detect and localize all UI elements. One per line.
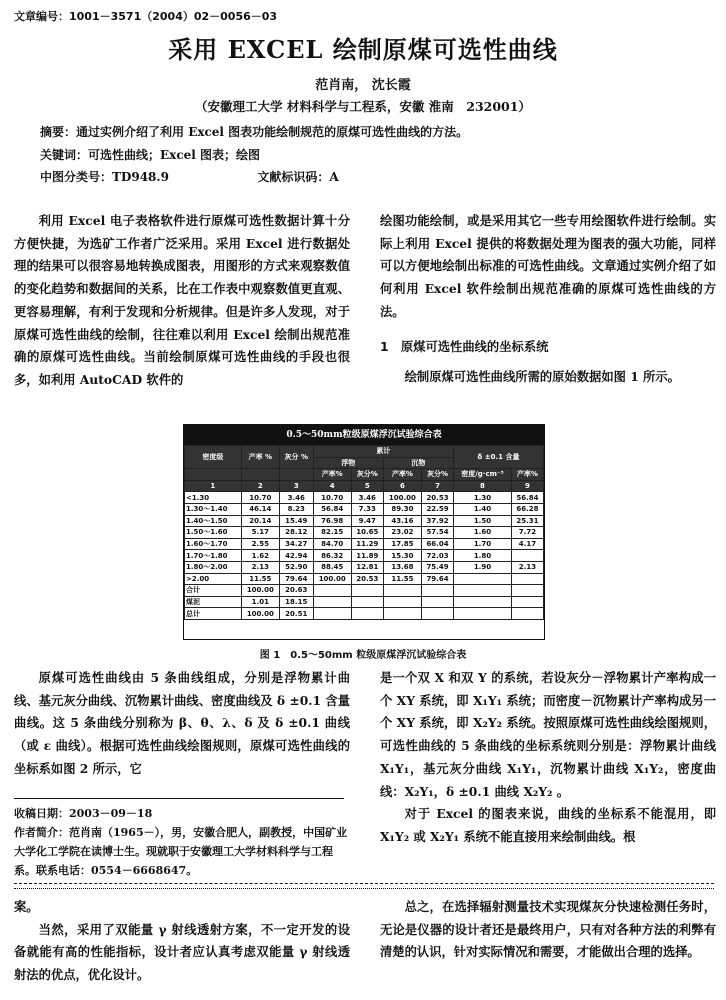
table-cell: 7.33 (351, 503, 383, 515)
keywords-text: 可选性曲线；Excel 图表；绘图 (88, 148, 260, 162)
article-number: 文章编号：1001－3571（2004）02－0056－03 (14, 10, 278, 23)
table-row (185, 492, 544, 504)
table-cell: 1.90 (454, 561, 512, 573)
table-title: 0.5～50mm粒级原煤浮沉试验综合表 (184, 425, 544, 445)
table-cell: 1.80～2.00 (185, 561, 242, 573)
table-cell: 1.40～1.50 (185, 515, 242, 527)
table-cell (313, 596, 351, 608)
table-cell (454, 596, 512, 608)
header-yield: 产率 % (241, 446, 279, 469)
table-cell (511, 608, 543, 620)
col-num: 3 (279, 480, 313, 492)
table-cell: 10.70 (241, 492, 279, 504)
table-cell: 15.30 (383, 550, 421, 562)
authors: 范肖南， 沈长霞 (315, 78, 411, 93)
col-num: 5 (351, 480, 383, 492)
table-row (185, 503, 544, 515)
figure-1-caption: 图 1 0.5～50mm 粒级原煤浮沉试验综合表 (259, 650, 467, 661)
intro-paragraph: 利用 Excel 电子表格软件进行原煤可选性数据计算十分方便快捷，为选矿工作者广泛采用。采用 Excel 进行数据处理的结果可以很容易地转换成图表，用图形的方式来观察数值的变化趋势和数据间的关系，比在工作表中观察数值更直观、更容易理解，有利于发现和分析规律。但是许多人发现，对于原煤可选性曲线的绘制，往往难以利用 Excel 绘制出规范准确的原煤可选性曲线。当前绘制原煤可选性曲线的手段也很多，如利用 AutoCAD 软件的 (14, 213, 350, 387)
table-cell: 56.84 (511, 492, 543, 504)
section-1-title: 1 原煤可选性曲线的坐标系统 (380, 339, 549, 354)
float-sink-table (184, 445, 544, 620)
bottom-left-column (14, 896, 350, 987)
table-cell (313, 608, 351, 620)
table-cell: 1.60～1.70 (185, 538, 242, 550)
table-cell: 10.70 (313, 492, 351, 504)
table-cell (422, 585, 454, 597)
keywords-label: 关键词： (40, 148, 89, 162)
col-num: 9 (511, 480, 543, 492)
table-cell: 89.30 (383, 503, 421, 515)
abstract-text: 通过实例介绍了利用 Excel 图表功能绘制规范的原煤可选性曲线的方法。 (76, 125, 469, 139)
table-cell: 20.63 (279, 585, 313, 597)
abstract-label: 摘要： (40, 125, 77, 139)
table-cell: 79.64 (422, 573, 454, 585)
table-row (185, 608, 544, 620)
col-num: 4 (313, 480, 351, 492)
affiliation: （安徽理工大学 材料科学与工程系，安徽 淮南 232001） (195, 99, 531, 114)
col-num: 1 (185, 480, 242, 492)
table-cell: 2.13 (241, 561, 279, 573)
table-cell: 5.17 (241, 527, 279, 539)
table-cell: 42.94 (279, 550, 313, 562)
curves-paragraph: 原煤可选性曲线由 5 条曲线组成，分别是浮物累计曲线、基元灰分曲线、沉物累计曲线、密度曲线及 δ ±0.1 含量曲线。这 5 条曲线分别称为 β、θ、λ、δ 及 δ ±0.1 曲线（或 ε 曲线）。根据可选性曲线绘图规则，原煤可选性曲线的坐标系如图 2 所示，它 (14, 670, 350, 776)
col-num: 8 (454, 480, 512, 492)
paper-title: 采用 EXCEL 绘制原煤可选性曲线 (168, 35, 558, 64)
table-cell: 合计 (185, 585, 242, 597)
table-row (185, 515, 544, 527)
table-cell: 66.04 (422, 538, 454, 550)
received-date: 收稿日期：2003－09－18 (14, 807, 153, 820)
table-cell (511, 585, 543, 597)
table-cell: 1.30 (454, 492, 512, 504)
table-cell: 52.90 (279, 561, 313, 573)
table-cell: >2.00 (185, 573, 242, 585)
table-cell: 79.64 (279, 573, 313, 585)
author-bio: 作者简介：范肖南（1965－），男，安徽合肥人，副教授，中国矿业大学化工学院在读博士生。现就职于安徽理工大学材料科学与工程系。联系电话：0554－6668647。 (14, 826, 348, 877)
table-cell: 3.46 (351, 492, 383, 504)
table-body (185, 492, 544, 620)
table-cell (454, 585, 512, 597)
table-cell: 煤泥 (185, 596, 242, 608)
section-1-paragraph: 绘制原煤可选性曲线所需的原始数据如图 1 所示。 (404, 369, 680, 385)
table-cell: 1.30～1.40 (185, 503, 242, 515)
table-cell (351, 608, 383, 620)
doc-code-value: A (329, 170, 339, 184)
table-cell: 1.40 (454, 503, 512, 515)
conclusion-paragraph: 总之，在选择辐射测量技术实现煤灰分快速检测任务时，无论是仪器的设计者还是最终用户，只有对各种方法的利弊有清楚的认识，针对实际情况和需要，才能做出合理的选择。 (380, 899, 716, 960)
table-cell (383, 608, 421, 620)
table-cell: 1.50 (454, 515, 512, 527)
subheader-cell: 产率% (511, 469, 543, 481)
table-cell: 22.59 (422, 503, 454, 515)
left-column-intro (14, 210, 350, 392)
table-cell: 12.81 (351, 561, 383, 573)
table-cell: 17.85 (383, 538, 421, 550)
table-cell (454, 608, 512, 620)
table-cell: 18.15 (279, 596, 313, 608)
subheader-blank (279, 469, 313, 481)
table-cell: 46.14 (241, 503, 279, 515)
classification (40, 168, 700, 185)
abstract (40, 123, 468, 140)
table-cell: <1.30 (185, 492, 242, 504)
table-cell: 2.55 (241, 538, 279, 550)
table-cell (422, 596, 454, 608)
table-cell: 56.84 (313, 503, 351, 515)
subheader-blank (241, 469, 279, 481)
table-cell: 8.23 (279, 503, 313, 515)
table-cell: 23.02 (383, 527, 421, 539)
subheader-cell: 灰分% (422, 469, 454, 481)
table-cell: 100.00 (241, 608, 279, 620)
table-row (185, 561, 544, 573)
table-cell: 37.92 (422, 515, 454, 527)
subheader-cell: 产率% (383, 469, 421, 481)
footnote (14, 804, 350, 880)
header-cumulative: 累计 (313, 446, 453, 458)
table-row (185, 538, 544, 550)
table-cell: 总计 (185, 608, 242, 620)
header-float: 浮物 (313, 457, 383, 469)
table-cell: 43.16 (383, 515, 421, 527)
table-cell: 100.00 (383, 492, 421, 504)
right-column-coords (380, 667, 716, 849)
intro-continued: 绘图功能绘制，或是采用其它一些专用绘图软件进行绘制。实际上利用 Excel 提供的将数据处理为图表的强大功能，同样可以方便地绘制出标准的可选性曲线。文章通过实例介绍了如何利用 Excel 软件绘制出规范准确的原煤可选性曲线的方法。 (380, 213, 716, 319)
table-cell: 11.89 (351, 550, 383, 562)
table-cell: 1.62 (241, 550, 279, 562)
table-cell: 88.45 (313, 561, 351, 573)
table-cell (313, 585, 351, 597)
col-num: 2 (241, 480, 279, 492)
table-cell: 75.49 (422, 561, 454, 573)
header-sink: 沉物 (383, 457, 453, 469)
table-row (185, 585, 544, 597)
article-separator-dots (14, 888, 714, 889)
table-cell: 20.14 (241, 515, 279, 527)
table-cell: 66.28 (511, 503, 543, 515)
table-cell: 34.27 (279, 538, 313, 550)
table-row (185, 527, 544, 539)
table-cell (351, 596, 383, 608)
header-density: 密度级 (185, 446, 242, 469)
table-cell: 10.65 (351, 527, 383, 539)
bottom-paragraph: 当然，采用了双能量 γ 射线透射方案，不一定开发的设备就能有高的性能指标，设计者应认真考虑双能量 γ 射线透射法的优点，优化设计。 (14, 921, 350, 983)
table-cell (422, 608, 454, 620)
table-header-row (185, 446, 544, 458)
table-row (185, 550, 544, 562)
coords-paragraph: 是一个双 X 和双 Y 的系统，若设灰分－浮物累计产率构成一个 XY 系统，即 X₁Y₁ 系统；而密度－沉物累计产率构成另一个 XY 系统，即 X₂Y₂ 系统。按照原煤可选性曲线绘图规则，可选性曲线的 5 条曲线的坐标系统则分别是：浮物累计曲线 X₁Y₁，基元灰分曲线 X₁Y₁，沉物累计曲线 X₁Y₂，密度曲线：X₂Y₁，δ ±0.1 曲线 X₂Y₂ 。 (380, 670, 716, 799)
table-cell (511, 550, 543, 562)
table-row (185, 596, 544, 608)
table-cell: 76.98 (313, 515, 351, 527)
table-cell: 100.00 (313, 573, 351, 585)
figure-1-table (183, 424, 545, 640)
table-row (185, 573, 544, 585)
header-ash: 灰分 % (279, 446, 313, 469)
subheader-cell: 密度/g·cm⁻³ (454, 469, 512, 481)
table-cell: 100.00 (241, 585, 279, 597)
classification-label: 中图分类号： (40, 170, 113, 184)
table-cell (383, 596, 421, 608)
excel-paragraph: 对于 Excel 的图表来说，曲线的坐标系不能混用，即 X₁Y₂ 或 X₂Y₁ 系统不能直接用来绘制曲线。根 (380, 806, 716, 844)
table-cell: 25.31 (511, 515, 543, 527)
table-cell: 2.13 (511, 561, 543, 573)
left-column-curves (14, 667, 350, 781)
table-cell: 15.49 (279, 515, 313, 527)
table-cell: 20.51 (279, 608, 313, 620)
table-cell: 1.80 (454, 550, 512, 562)
keywords (40, 146, 260, 163)
header-delta: δ ±0.1 含量 (454, 446, 544, 469)
subheader-cell: 产率% (313, 469, 351, 481)
table-cell: 28.12 (279, 527, 313, 539)
bottom-fragment: 案。 (14, 899, 39, 914)
table-cell: 4.17 (511, 538, 543, 550)
table-cell: 20.53 (422, 492, 454, 504)
table-cell (454, 573, 512, 585)
table-cell: 1.60 (454, 527, 512, 539)
table-cell: 84.70 (313, 538, 351, 550)
table-cell: 20.53 (351, 573, 383, 585)
table-cell: 11.55 (383, 573, 421, 585)
col-num: 7 (422, 480, 454, 492)
table-cell: 72.03 (422, 550, 454, 562)
column-number-row (185, 480, 544, 492)
table-cell: 7.72 (511, 527, 543, 539)
table-cell: 11.29 (351, 538, 383, 550)
table-cell: 13.68 (383, 561, 421, 573)
footnote-rule (14, 798, 344, 799)
table-cell: 11.55 (241, 573, 279, 585)
table-cell (351, 585, 383, 597)
table-cell: 1.01 (241, 596, 279, 608)
col-num: 6 (383, 480, 421, 492)
table-cell: 57.54 (422, 527, 454, 539)
table-cell (511, 596, 543, 608)
table-cell: 86.32 (313, 550, 351, 562)
table-cell: 9.47 (351, 515, 383, 527)
article-separator (14, 883, 714, 884)
table-cell: 1.70～1.80 (185, 550, 242, 562)
table-cell (511, 573, 543, 585)
doc-code-label: 文献标识码： (257, 170, 330, 184)
table-cell: 1.50～1.60 (185, 527, 242, 539)
table-cell (383, 585, 421, 597)
table-cell: 1.70 (454, 538, 512, 550)
subheader-blank (185, 469, 242, 481)
subheader-cell: 灰分% (351, 469, 383, 481)
bottom-right-column (380, 896, 716, 964)
table-subheader-row (185, 469, 544, 481)
classification-value: TD948.9 (112, 170, 169, 184)
right-column-top (380, 210, 716, 389)
table-cell: 3.46 (279, 492, 313, 504)
table-cell: 82.15 (313, 527, 351, 539)
